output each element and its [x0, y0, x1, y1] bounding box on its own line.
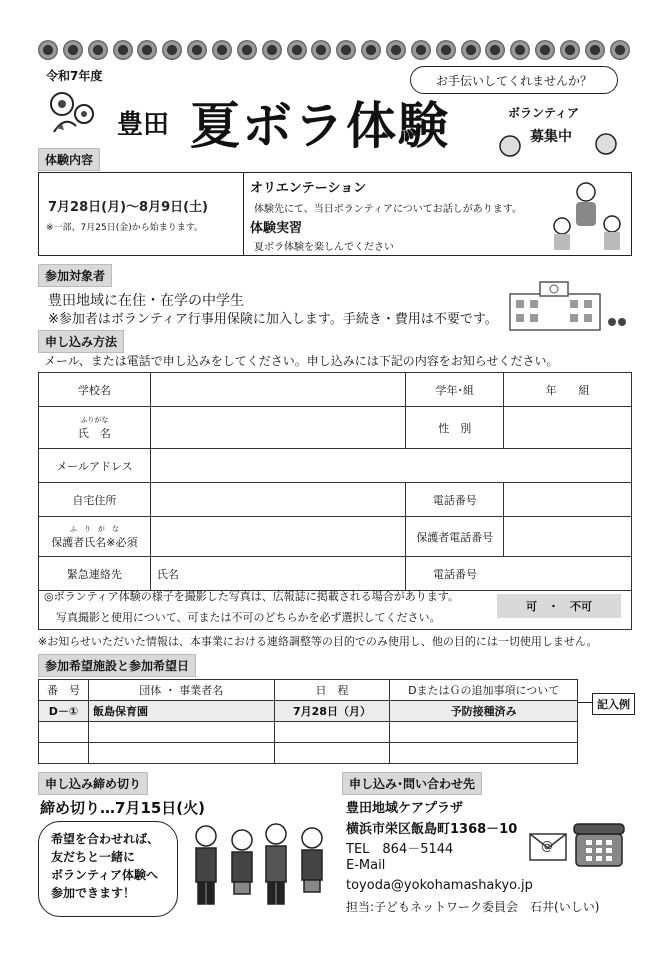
- form-label-gender: 性 別: [406, 407, 504, 449]
- practice-title: 体験実習: [250, 221, 303, 236]
- photo-consent-line1: ◎ボランティア体験の様子を撮影した写真は、広報誌に掲載される場合があります。: [44, 590, 459, 603]
- form-field-grade[interactable]: 年 組: [504, 373, 632, 407]
- example-org: 飯島保育園: [88, 701, 274, 722]
- sunflower-icon: [386, 40, 406, 60]
- message-line: 希望を合わせれば、: [51, 832, 160, 846]
- sunflower-icon: [411, 40, 431, 60]
- contact-org: 豊田地域ケアプラザ: [346, 801, 464, 816]
- sunflower-icon: [38, 40, 58, 60]
- table-row: [39, 743, 578, 764]
- facility-header-org: 団体 ・ 事業者名: [88, 680, 274, 701]
- section-label-contact: 申し込み･問い合わせ先: [342, 772, 482, 795]
- speech-bubble: お手伝いしてくれませんか？: [410, 66, 618, 94]
- contact-tel: TEL 864－5144: [346, 842, 454, 857]
- sunflower-icon: [187, 40, 207, 60]
- morning-glory-icon: [46, 88, 100, 136]
- example-tag: 記入例: [592, 693, 635, 715]
- form-label-email: メールアドレス: [39, 449, 151, 483]
- sunflower-icon: [162, 40, 182, 60]
- school-building-icon: [500, 276, 630, 334]
- sunflower-icon: [63, 40, 83, 60]
- recruit-line1: ボランティア: [508, 106, 580, 120]
- guardian-label: 保護者氏名※必須: [51, 535, 138, 549]
- svg-text:@: @: [541, 839, 553, 853]
- privacy-note: ※お知らせいただいた情報は、本事業における連絡調整等の目的でのみ使用し、他の目的には一切使用しません。: [38, 635, 598, 648]
- application-form: [38, 372, 632, 591]
- recruit-line2: 募集中: [530, 129, 572, 145]
- event-dates: 7月28日(月)～8月9日(土): [48, 200, 208, 215]
- facility-header-number: 番 号: [39, 680, 89, 701]
- form-label-emergency-phone: 電話番号: [406, 557, 504, 591]
- orientation-title: オリエンテーション: [250, 181, 367, 196]
- form-field-phone[interactable]: [504, 483, 632, 517]
- sunflower-icon: [585, 40, 605, 60]
- orientation-text: 体験先にて、当日ボランティアについてお話しがあります。: [254, 204, 522, 215]
- sunflower-icon: [560, 40, 580, 60]
- sunflower-icon: [88, 40, 108, 60]
- form-field-school[interactable]: [150, 373, 405, 407]
- form-label-school: 学校名: [39, 373, 151, 407]
- location-title: 豊田: [117, 110, 170, 140]
- sunflower-icon: [212, 40, 232, 60]
- form-field-address[interactable]: [150, 483, 405, 517]
- practice-text: 夏ボラ体験を楽しんでください: [254, 242, 394, 253]
- name-label: 氏 名: [77, 426, 111, 440]
- contact-email[interactable]: toyoda@yokohamashakyo.jp: [346, 878, 533, 893]
- form-field-guardian[interactable]: [150, 517, 405, 557]
- sunflower-icon: [361, 40, 381, 60]
- example-number: D－①: [39, 701, 89, 722]
- section-label-deadline: 申し込み締め切り: [38, 772, 148, 795]
- sunflower-icon: [137, 40, 157, 60]
- sunflower-icon: [461, 40, 481, 60]
- form-field-gender[interactable]: [504, 407, 632, 449]
- section-label-facility: 参加希望施設と参加希望日: [38, 654, 196, 677]
- facility-table: [38, 679, 578, 764]
- contact-person: 担当:子どもネットワーク委員会 石井(いしい): [346, 900, 600, 914]
- form-label-emergency-name[interactable]: 氏名: [150, 557, 405, 591]
- photo-consent-line2: 写真撮影と使用について、可または不可のどちらかを必ず選択してください。: [56, 611, 441, 624]
- target-line1: 豊田地域に在住・在学の中学生: [48, 293, 244, 309]
- example-notes: 予防接種済み: [390, 701, 578, 722]
- name-ruby: ふりがな: [80, 415, 109, 424]
- section-label-apply: 申し込み方法: [38, 330, 124, 353]
- facility-header-date: 日 程: [274, 680, 390, 701]
- form-label-grade: 学年･組: [406, 373, 504, 407]
- message-line: ボランティア体験へ: [51, 868, 159, 882]
- deadline-text: 締め切り…7月15日(火): [40, 799, 206, 817]
- sunflower-icon: [336, 40, 356, 60]
- section-label-content: 体験内容: [38, 148, 100, 171]
- example-date: 7月28日（月）: [274, 701, 390, 722]
- form-label-name: [39, 407, 151, 449]
- friends-message: [38, 821, 178, 917]
- form-label-emergency: 緊急連絡先: [39, 557, 151, 591]
- sunflower-icon: [610, 40, 630, 60]
- contact-email-label: E-Mail: [346, 858, 386, 873]
- apply-instructions: メール、または電話で申し込みをしてください。申し込みには下記の内容をお知らせください。: [44, 354, 559, 368]
- form-label-guardian-phone: 保護者電話番号: [406, 517, 504, 557]
- form-field-email[interactable]: [150, 449, 631, 483]
- era-label: 令和7年度: [46, 69, 103, 83]
- sunflower-icon: [287, 40, 307, 60]
- sunflower-border: [38, 40, 630, 62]
- sunflower-icon: [485, 40, 505, 60]
- sunflower-icon: [510, 40, 530, 60]
- mail-icon: [528, 828, 568, 862]
- form-label-address: 自宅住所: [39, 483, 151, 517]
- sunflower-icon: [311, 40, 331, 60]
- sunflower-icon: [535, 40, 555, 60]
- form-label-guardian: [39, 517, 151, 557]
- telephone-icon: [572, 820, 626, 870]
- contact-address: 横浜市栄区飯島町1368－10: [346, 822, 518, 837]
- event-dates-note: ※一部、7月25日(金)から始まります。: [46, 223, 204, 233]
- cheering-kids-icon: [184, 812, 334, 908]
- guardian-ruby: ふ り が な: [69, 524, 119, 533]
- form-field-guardian-phone[interactable]: [504, 517, 632, 557]
- sunflower-icon: [237, 40, 257, 60]
- facility-header-notes: DまたはＧの追加事項について: [390, 680, 578, 701]
- section-label-target: 参加対象者: [38, 264, 112, 287]
- message-line: 参加できます！: [51, 886, 136, 900]
- target-line2: ※参加者はボランティア行事用保険に加入します。手続き・費用は不要です。: [48, 312, 498, 327]
- form-field-name[interactable]: [150, 407, 405, 449]
- message-line: 友だちと一緒に: [51, 850, 136, 864]
- form-label-phone: 電話番号: [406, 483, 504, 517]
- sunflower-icon: [436, 40, 456, 60]
- table-row: [39, 722, 578, 743]
- photo-consent-choice[interactable]: 可 ・ 不可: [497, 594, 621, 618]
- people-illustration-icon: [550, 176, 630, 252]
- sunflower-icon: [113, 40, 133, 60]
- sunflower-icon: [262, 40, 282, 60]
- page-title: 夏ボラ体験: [190, 97, 450, 155]
